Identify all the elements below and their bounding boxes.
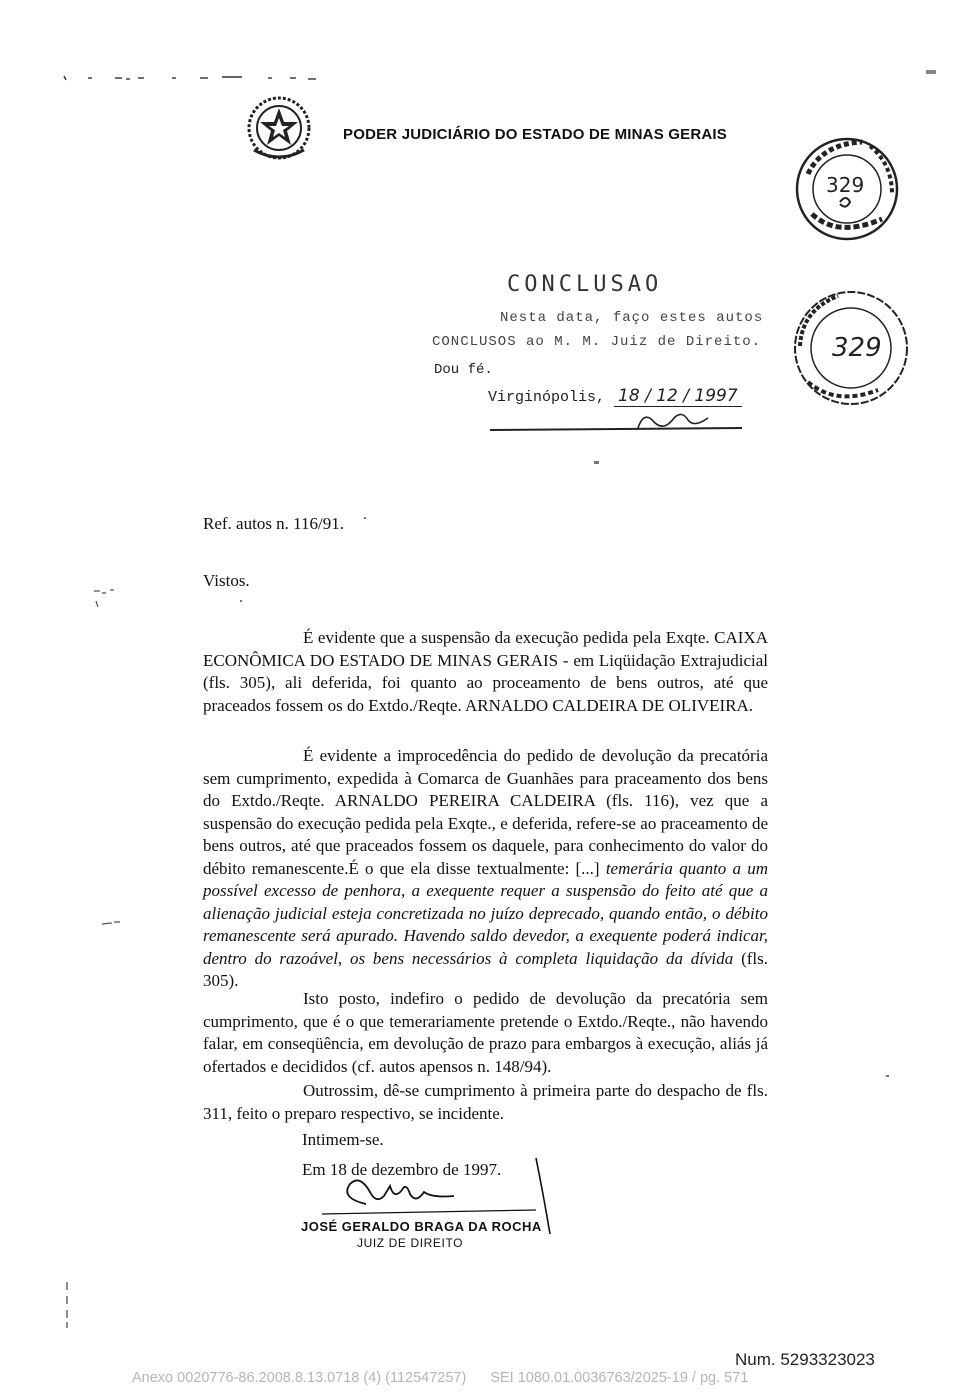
paragraph-2-quote: temerária quanto a um possível excesso de penhora, a exequente requer a suspensão do feito até que a alienação judicial esteja concretizada no juízo deprecado, quando então, o débito remanescente será apurado. Havendo saldo devedor, a exequente poderá indicar, dentro do razoável, os bens necessários à completa liquidação da dívida (203, 858, 769, 968)
judge-name: JOSÉ GERALDO BRAGA DA ROCHA (301, 1219, 542, 1234)
document-number: Num. 5293323023 (735, 1350, 875, 1369)
judge-role: JUIZ DE DIREITO (357, 1236, 464, 1250)
conclusao-stamp-line1: Nesta data, faço estes autos (500, 310, 764, 326)
coat-of-arms-icon (244, 92, 314, 164)
footer-sei: SEI 1080.01.0036763/2025-19 / pg. 571 (490, 1370, 749, 1386)
conclusao-handwritten-date: 18 / 12 / 1997 (614, 386, 742, 407)
paragraph-4-text: Outrossim, dê-se cumprimento à primeira parte do despacho de fls. 311, feito o preparo respectivo, se incidente. (203, 1081, 768, 1123)
seal-top-number: 329 (826, 173, 865, 197)
paragraph-3 (203, 988, 768, 1078)
paragraph-3-text: Isto posto, indefiro o pedido de devolução da precatória sem cumprimento, que é o que temerariamente pretende o Extdo./Reqte., não havendo falar, em conseqüência, em devolução de prazo para embargos à execução, aliás já ofertados e decididos (cf. autos apensos n. 148/94). (203, 989, 768, 1076)
court-header-title: PODER JUDICIÁRIO DO ESTADO DE MINAS GERAIS (343, 126, 727, 143)
paragraph-1-text: É evidente que a suspensão da execução pedida pela Exqte. CAIXA ECONÔMICA DO ESTADO DE MINAS GERAIS - em Liqüidação Extrajudicial (fls. 305), ali deferida, foi quanto ao proceamento de bens outros, até que praceados fossem os do Extdo./Reqte. ARNALDO CALDEIRA DE OLIVEIRA. (203, 628, 768, 715)
conclusao-stamp-place-date (488, 386, 742, 406)
intimem-line: Intimem-se. (302, 1130, 384, 1149)
footer-anexo: Anexo 0020776-86.2008.8.13.0718 (4) (112547257) (132, 1370, 467, 1386)
registry-seal-icon (792, 134, 902, 244)
scan-mark (926, 70, 936, 74)
case-reference: Ref. autos n. 116/91. (203, 514, 345, 533)
footer-watermark (132, 1370, 768, 1386)
paragraph-4 (203, 1080, 768, 1125)
paragraph-2-text: É evidente a improcedência do pedido de devolução da precatória sem cumprimento, expedida à Comarca de Guanhães para praceamento dos bens do Extdo./Reqte. ARNALDO PEREIRA CALDEIRA (fls. 116), vez que a suspensão do execução pedida pela Exqte., e deferida, refere-se ao praceamento de bens outros, até que praceados fossem os daquele, para conhecimento do valor do débito remanescente.É o que ela disse textualmente: [...] (203, 746, 768, 878)
scan-artifact (64, 1280, 70, 1330)
scan-artifact (100, 918, 130, 928)
paragraph-2-citation: (fls. 305). (203, 948, 768, 990)
seal-mid-number: 329 (832, 333, 882, 363)
procedural-seal-icon (786, 286, 916, 416)
paragraph-2 (203, 745, 768, 993)
scan-artifact (92, 585, 122, 609)
scan-dash-marks (60, 70, 330, 84)
greeting-vistos: Vistos. (203, 571, 250, 590)
conclusao-stamp-title: CONCLUSAO (507, 272, 663, 297)
conclusao-stamp-line3: Dou fé. (434, 362, 493, 378)
paragraph-1 (203, 627, 768, 717)
conclusao-place: Virginópolis, (488, 389, 606, 406)
date-line: Em 18 de dezembro de 1997. (302, 1160, 502, 1179)
conclusao-stamp-line2: CONCLUSOS ao M. M. Juiz de Direito. (432, 334, 762, 350)
conclusao-signature-line (488, 406, 748, 436)
